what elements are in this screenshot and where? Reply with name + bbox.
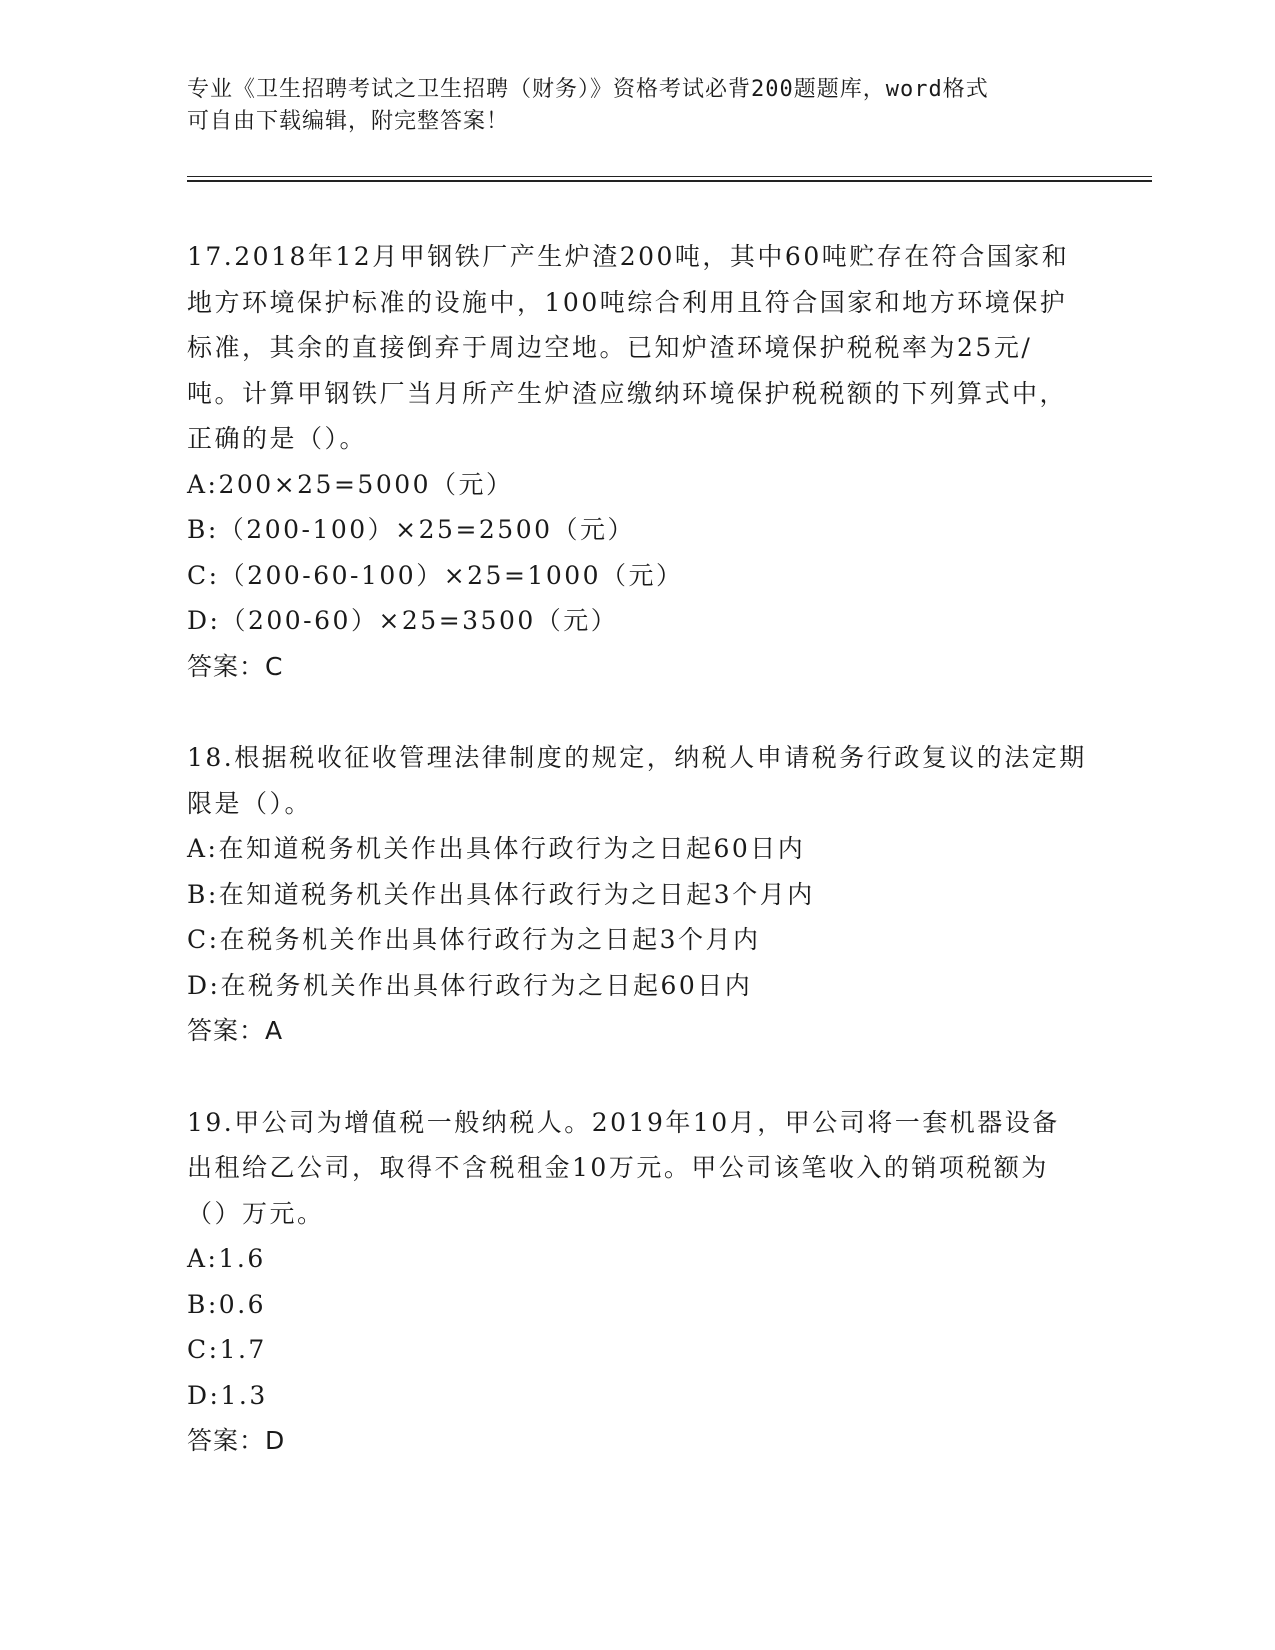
option-text: 在知道税务机关作出具体行政行为之日起3个月内	[218, 879, 815, 909]
document-header	[187, 74, 1087, 138]
option-d	[187, 598, 1087, 644]
option-a	[187, 1236, 1087, 1282]
answer-line: 答案：C	[187, 651, 284, 681]
option-label: C:	[187, 1335, 220, 1364]
option-text: 0.6	[218, 1289, 267, 1319]
option-label: A:	[187, 469, 219, 499]
option-a	[187, 462, 1087, 508]
header-divider	[187, 176, 1152, 182]
option-label: B:	[187, 1289, 219, 1319]
option-b	[187, 507, 1087, 553]
option-label: B:	[187, 515, 219, 544]
option-text: （200-60-100）×25=1000（元）	[219, 560, 684, 590]
option-text: 1.7	[219, 1335, 267, 1364]
option-text: 在税务机关作出具体行政行为之日起3个月内	[219, 925, 761, 954]
option-label: D:	[187, 970, 221, 1000]
option-label: A:	[187, 1244, 219, 1273]
option-c	[187, 553, 1087, 599]
question-17	[187, 234, 1087, 689]
option-label: C:	[187, 560, 220, 590]
answer-line: 答案：A	[187, 1016, 284, 1045]
option-text: 在税务机关作出具体行政行为之日起60日内	[220, 970, 753, 1000]
option-b	[187, 1282, 1087, 1328]
option-d	[187, 963, 1087, 1009]
option-text: 200×25=5000（元）	[218, 469, 514, 499]
header-title-line-2: 可自由下载编辑，附完整答案！	[187, 109, 510, 134]
question-18	[187, 735, 1087, 1054]
header-title-line-1: 专业《卫生招聘考试之卫生招聘（财务）》资格考试必背200题题库，word格式	[187, 77, 989, 102]
question-stem: 19.甲公司为增值税一般纳税人。2019年10月，甲公司将一套机器设备出租给乙公司，取得不含税租金10万元。甲公司该笔收入的销项税额为（）万元。	[187, 1107, 1060, 1228]
option-b	[187, 872, 1087, 918]
option-label: D:	[187, 606, 221, 635]
option-text: 在知道税务机关作出具体行政行为之日起60日内	[218, 834, 806, 863]
question-stem: 18.根据税收征收管理法律制度的规定，纳税人申请税务行政复议的法定期限是（）。	[187, 743, 1087, 818]
option-label: B:	[187, 879, 219, 909]
answer-line: 答案：D	[187, 1426, 286, 1455]
option-a	[187, 826, 1087, 872]
question-list	[187, 234, 1087, 1510]
option-text: 1.3	[220, 1380, 268, 1410]
question-stem: 17.2018年12月甲钢铁厂产生炉渣200吨，其中60吨贮存在符合国家和地方环境保护标准的设施中，100吨综合利用且符合国家和地方环境保护标准，其余的直接倒弃于周边空地。已知炉渣环境保护税税率为25元/吨。计算甲钢铁厂当月所产生炉渣应缴纳环境保护税税额的下列算式中，正确的是（）。	[187, 242, 1070, 453]
option-text: （200-100）×25=2500（元）	[218, 515, 636, 544]
option-label: C:	[187, 925, 220, 954]
option-label: D:	[187, 1380, 221, 1410]
question-19	[187, 1100, 1087, 1464]
option-label: A:	[187, 834, 219, 863]
option-c	[187, 1327, 1087, 1373]
option-d	[187, 1373, 1087, 1419]
option-text: （200-60）×25=3500（元）	[220, 606, 619, 635]
option-text: 1.6	[218, 1244, 266, 1273]
option-c	[187, 917, 1087, 963]
